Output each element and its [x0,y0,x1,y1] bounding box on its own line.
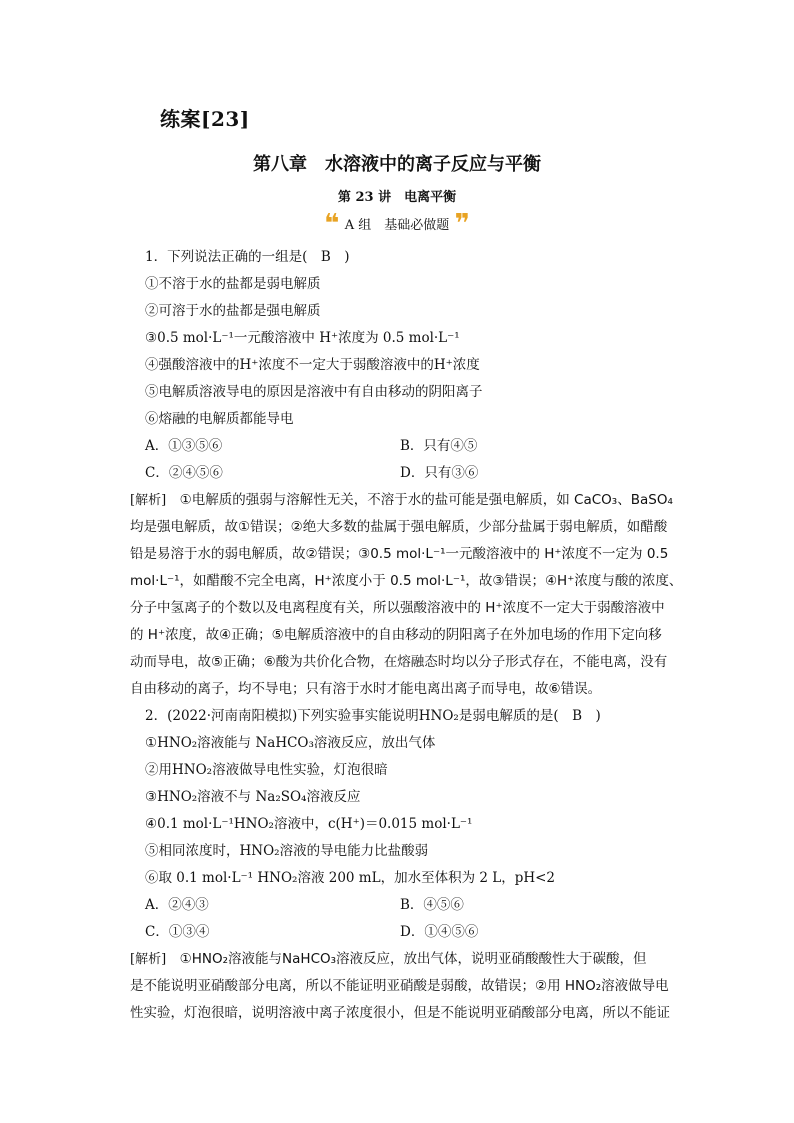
statement-item: ⑤电解质溶液导电的原因是溶液中有自由移动的阴阳离子 [145,384,483,400]
statement-item: ⑥取 0.1 mol·L⁻¹ HNO₂溶液 200 mL，加水至体积为 2 L，pH<2 [145,870,556,886]
option-c: C．②④⑤⑥ [145,465,223,481]
statement-item: ②用HNO₂溶液做导电性实验，灯泡很暗 [145,762,388,778]
analysis [130,946,670,1027]
statement-item: ③HNO₂溶液不与 Na₂SO₄溶液反应 [145,789,361,805]
statement-item: ④强酸溶液中的H⁺浓度不一定大于弱酸溶液中的H⁺浓度 [145,357,480,373]
open-quote-icon: ❝ [324,208,340,239]
option-a: A．②④③ [145,897,209,913]
chapter-title: 第八章 水溶液中的离子反应与平衡 [253,154,541,175]
analysis-tag: [解析] [130,493,167,508]
analysis-line: 动而导电，故⑤正确；⑥酸为共价化合物，在熔融态时均以分子形式存在，不能电离，没有 [130,654,668,670]
group-badge-label: A 组 基础必做题 [344,218,450,233]
analysis-line: 铅是易溶于水的弱电解质，故②错误；③0.5 mol·L⁻¹一元酸溶液中的 H⁺浓度不一定为 0.5 [130,546,669,562]
lesson-title: 第 23 讲 电离平衡 [337,190,457,205]
analysis-line: [解析] ①HNO₂溶液能与NaHCO₃溶液反应，放出气体，说明亚硝酸酸性大于碳酸，但 [130,951,647,967]
statement-item: ①不溶于水的盐都是弱电解质 [145,276,321,292]
question-2 [130,703,670,1027]
option-b: B．④⑤⑥ [400,897,464,913]
statement-item: ①HNO₂溶液能与 NaHCO₃溶液反应，放出气体 [145,735,436,751]
option-c: C．①③④ [145,924,210,940]
option-d: D．只有③⑥ [400,465,479,481]
analysis-line: 是不能说明亚硝酸部分电离，所以不能证明亚硝酸是弱酸，故错误；②用 HNO₂溶液做导电 [130,978,669,994]
analysis-line: 自由移动的离子，均不导电；只有溶于水时才能电离出离子而导电，故⑥错误。 [130,681,602,697]
options-row [145,433,655,460]
statement-item: ⑥熔融的电解质都能导电 [145,411,294,427]
analysis-line: 的 H⁺浓度，故④正确；⑤电解质溶液中的自由移动的阴阳离子在外加电场的作用下定向移 [130,627,662,643]
options-row [145,919,655,946]
statement-item: ②可溶于水的盐都是强电解质 [145,303,321,319]
close-quote-icon: ❞ [454,208,470,239]
question-stem: 1．下列说法正确的一组是( B ) [145,249,350,265]
question-stem: 2．(2022·河南南阳模拟)下列实验事实能说明HNO₂是弱电解质的是( B ) [145,708,601,724]
question-1 [130,244,683,703]
statement-item: ④0.1 mol·L⁻¹HNO₂溶液中，c(H⁺)＝0.015 mol·L⁻¹ [145,816,473,832]
content [130,244,683,1027]
analysis-line: 性实验，灯泡很暗，说明溶液中离子浓度很小，但是不能说明亚硝酸部分电离，所以不能证 [130,1005,670,1021]
option-b: B．只有④⑤ [400,438,478,454]
exercise-number: 练案[23] [160,107,250,131]
analysis-line: 均是强电解质，故①错误；②绝大多数的盐属于强电解质，少部分盐属于弱电解质，如醋酸 [130,519,668,535]
analysis-line: 分子中氢离子的个数以及电离程度有关，所以强酸溶液中的 H⁺浓度不一定大于弱酸溶液中 [130,600,665,616]
statement-item: ⑤相同浓度时，HNO₂溶液的导电能力比盐酸弱 [145,843,429,859]
options-row [145,460,655,487]
options-row [145,892,655,919]
group-badge [0,208,794,239]
analysis-line: mol·L⁻¹，如醋酸不完全电离，H⁺浓度小于 0.5 mol·L⁻¹，故③错误；④H⁺浓度与酸的浓度、 [130,573,683,589]
analysis-line: [解析] ①电解质的强弱与溶解性无关，不溶于水的盐可能是强电解质，如 CaCO₃、BaSO₄ [130,492,673,508]
analysis-tag: [解析] [130,952,167,967]
option-d: D．①④⑤⑥ [400,924,479,940]
option-a: A．①③⑤⑥ [145,438,223,454]
analysis [130,487,683,703]
statement-item: ③0.5 mol·L⁻¹一元酸溶液中 H⁺浓度为 0.5 mol·L⁻¹ [145,330,460,346]
